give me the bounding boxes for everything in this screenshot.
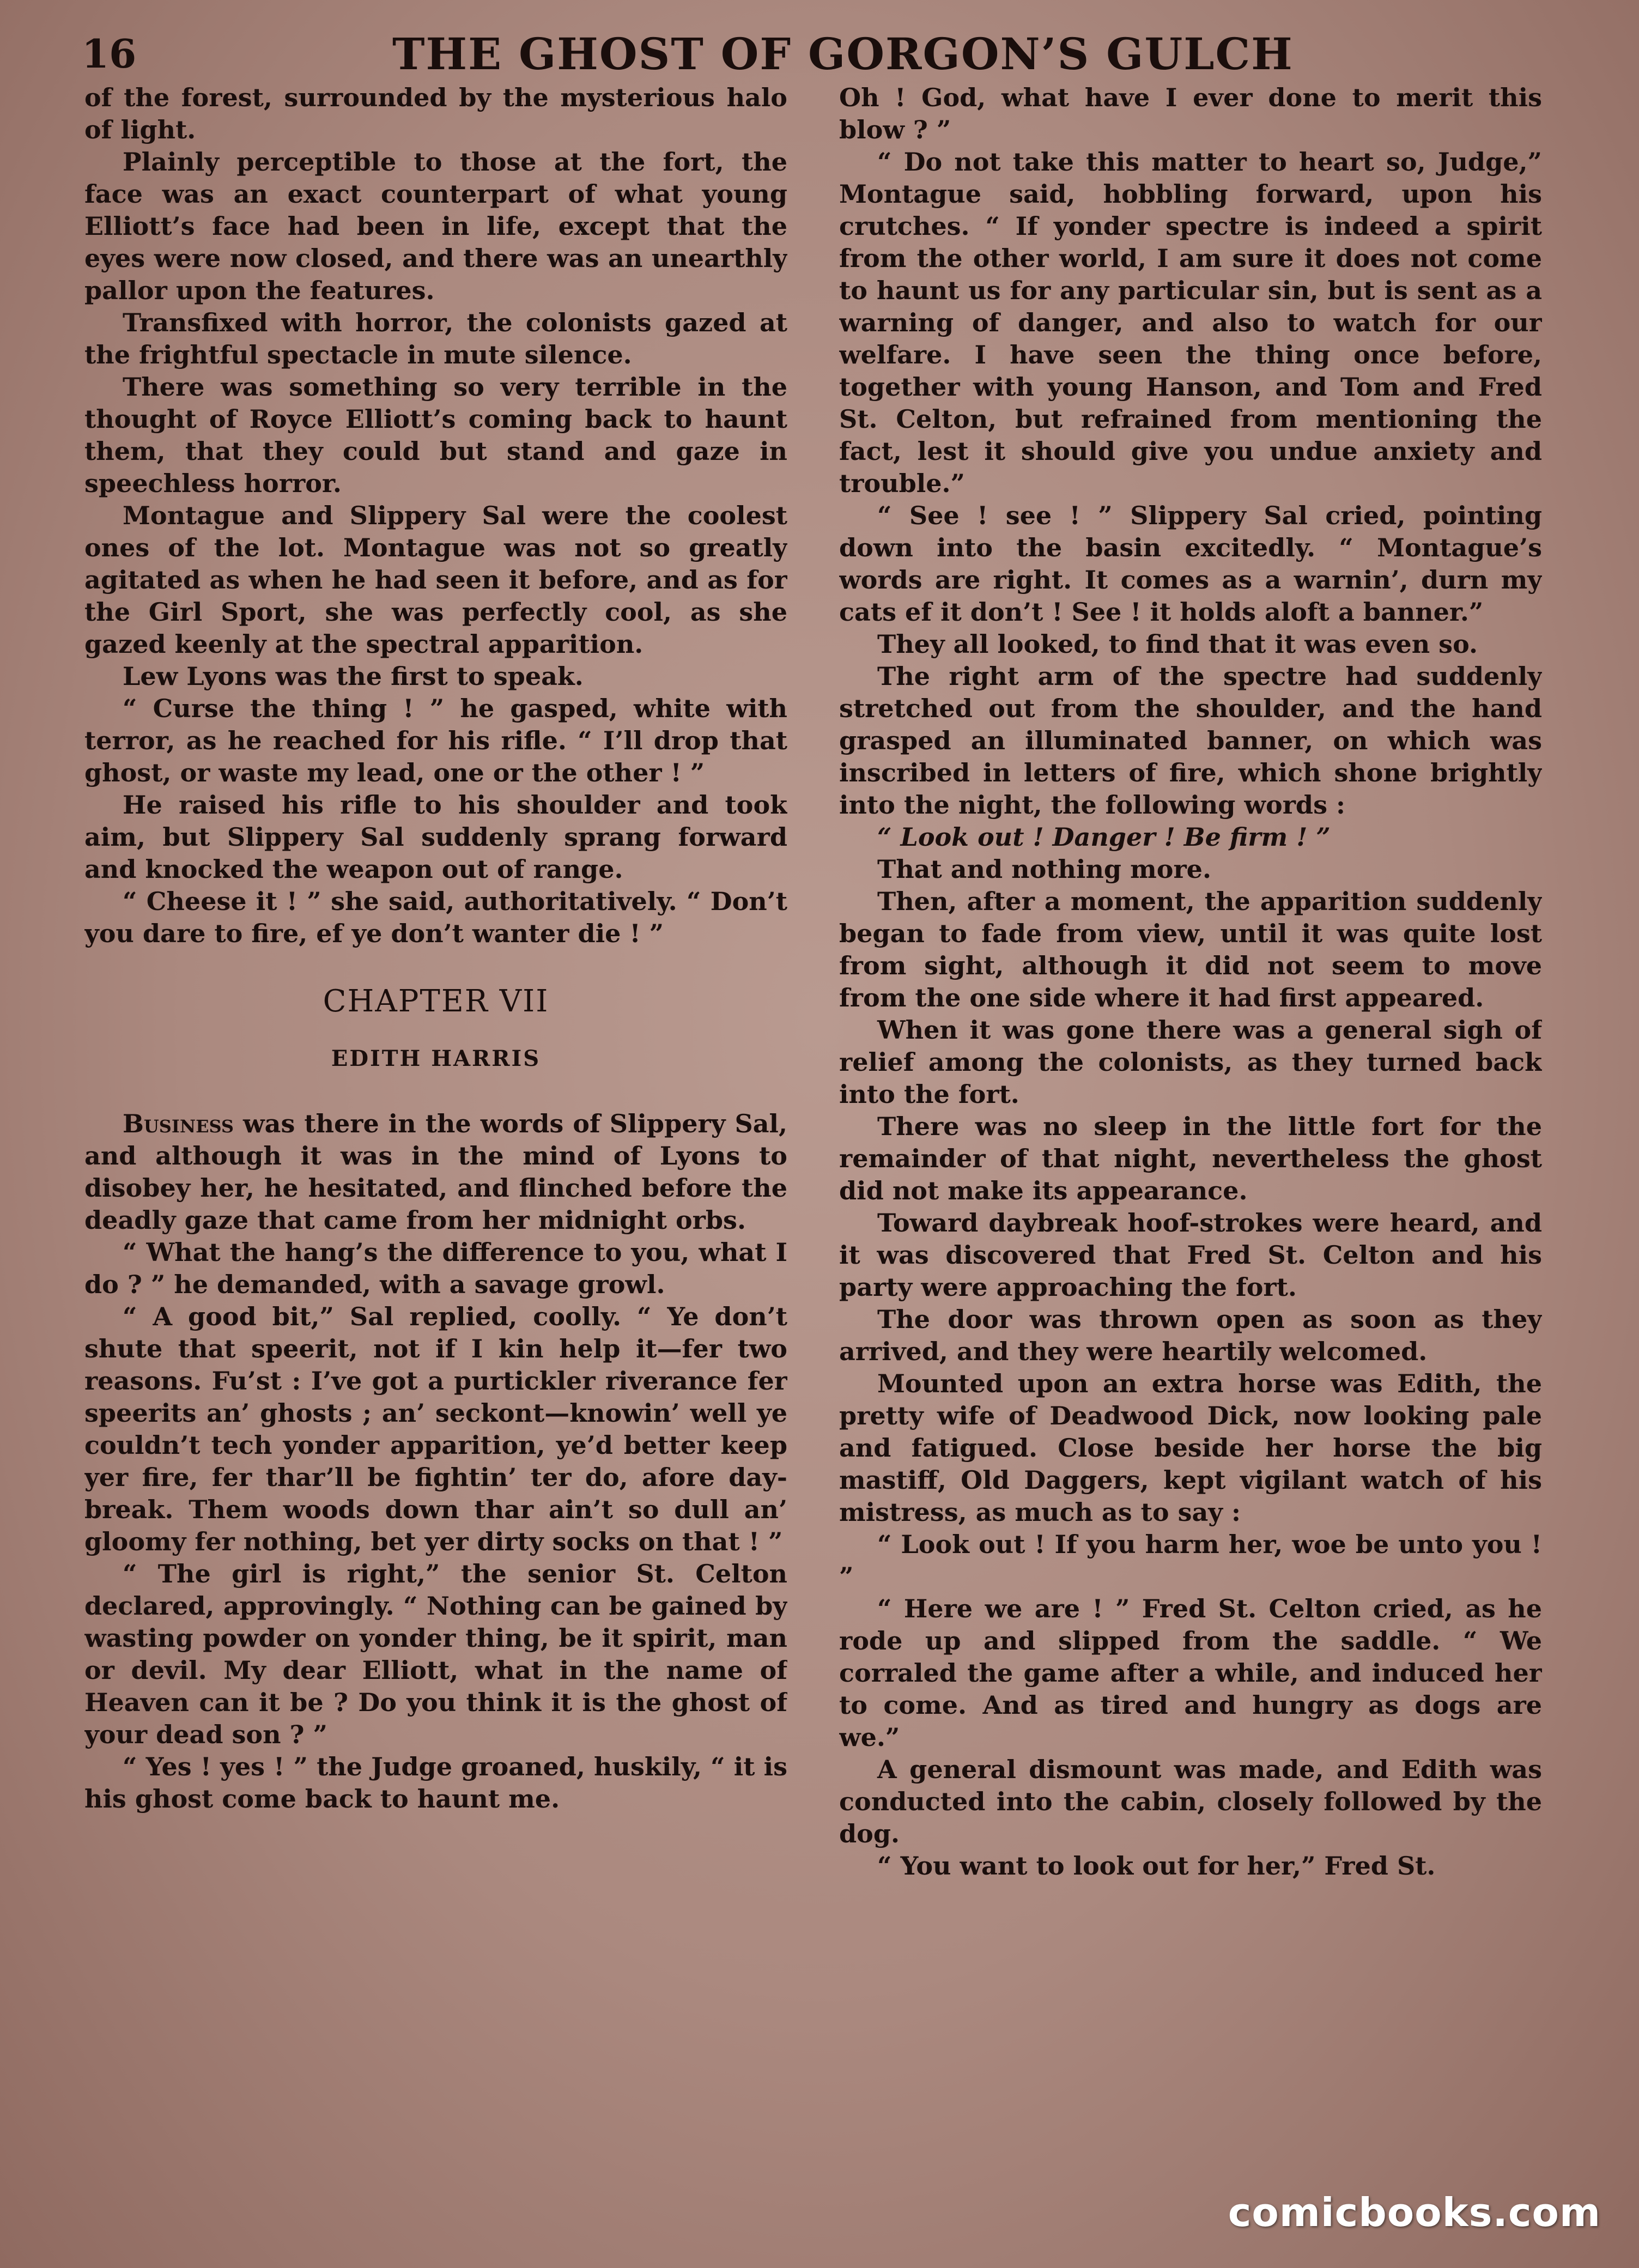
running-title: THE GHOST OF GORGON’S GULCH xyxy=(392,28,1294,80)
paragraph: Toward daybreak hoof-strokes were heard, and it was discovered that Fred St. Celton and his party were approaching the fort. xyxy=(839,1208,1542,1302)
left-column xyxy=(84,82,787,2163)
paragraph: Montague and Slippery Sal were the coolest ones of the lot. Montague was not so greatly agitated as when he had seen it before, and as for the Girl Sport, she was perfectly cool, as she gazed keenly at the spectral apparition. xyxy=(84,501,787,659)
paragraph: Mounted upon an extra horse was Edith, the pretty wife of Deadwood Dick, now looking pale and fatigued. Close beside her horse the big mastiff, Old Daggers, kept vigilant watch of his mistress, as much as to say : xyxy=(839,1369,1542,1527)
paragraph: That and nothing more. xyxy=(877,854,1211,884)
paragraph: “ Cheese it ! ” she said, authoritatively. “ Don’t you dare to fire, ef ye don’t wanter die ! ” xyxy=(84,887,787,948)
paragraph: There was something so very terrible in the thought of Royce Elliott’s coming back to haunt them, that they could but stand and gaze in speechless horror. xyxy=(84,372,787,498)
page-number: 16 xyxy=(82,31,137,77)
paragraph: Oh ! God, what have I ever done to merit this blow ? ” xyxy=(839,83,1542,144)
opening-text: was there in the words of Slippery Sal, and although it was in the mind of Lyons to disobey her, he hesitated, and flinched before the deadly gaze that came from her midnight orbs. xyxy=(84,1109,787,1235)
paragraph: Transfixed with horror, the colonists gazed at the frightful spectacle in mute silence. xyxy=(84,308,787,369)
paragraph: A general dismount was made, and Edith was conducted into the cabin, closely followed by the dog. xyxy=(839,1755,1542,1848)
page-header xyxy=(82,24,1553,84)
paragraph: Plainly perceptible to those at the fort, the face was an exact counterpart of what young Elliott’s face had been in life, except that the eyes were now closed, and there was an unearthly pallor upon the features. xyxy=(84,147,787,305)
paragraph: “ See ! see ! ” Slippery Sal cried, pointing down into the basin excitedly. “ Montague’s words are right. It comes as a warnin’, durn my cats ef it don’t ! See ! it holds aloft a banner.” xyxy=(839,501,1542,627)
paragraph: “ Look out ! If you harm her, woe be unto you ! ” xyxy=(839,1530,1542,1591)
paragraph: The right arm of the spectre had suddenly stretched out from the shoulder, and the hand grasped an illuminated banner, on which was inscribed in letters of fire, which shone brightly into the night, the following words : xyxy=(839,662,1542,820)
right-column xyxy=(839,82,1542,2163)
chapter-heading: CHAPTER VII xyxy=(323,984,549,1019)
paragraph: The door was thrown open as soon as they arrived, and they were heartily welcomed. xyxy=(839,1305,1542,1366)
paragraph: “ Do not take this matter to heart so, Judge,” Montague said, hobbling forward, upon his crutches. “ If yonder spectre is indeed a spirit from the other world, I am sure it does not come to haunt us for any particular sin, but is sent as a warning of danger, and also to watch for our welfare. I have seen the thing once before, together with young Hanson, and Tom and Fred St. Celton, but refrained from mentioning the fact, lest it should give you undue anxiety and trouble.” xyxy=(839,147,1542,498)
paragraph: “ A good bit,” Sal replied, coolly. “ Ye don’t shute that speerit, not if I kin help it—fer two reasons. Fu’st : I’ve got a purtickler riverance fer speerits an’ ghosts ; an’ seckont—knowin’ well ye couldn’t tech yonder apparition, ye’d better keep yer fire, fer thar’ll be fightin’ ter do, afore day-break. Them woods down thar ain’t so dull an’ gloomy fer nothing, bet yer dirty socks on that ! ” xyxy=(84,1302,787,1556)
paragraph: When it was gone there was a general sigh of relief among the colonists, as they turned back into the fort. xyxy=(839,1015,1542,1109)
paragraph: They all looked, to find that it was even so. xyxy=(877,629,1478,659)
paragraph: “ You want to look out for her,” Fred St. xyxy=(877,1851,1436,1881)
source-watermark: comicbooks.com xyxy=(1228,2190,1601,2235)
paragraph: He raised his rifle to his shoulder and took aim, but Slippery Sal suddenly sprang forward and knocked the weapon out of range. xyxy=(84,790,787,884)
paragraph: “ The girl is right,” the senior St. Celton declared, approvingly. “ Nothing can be gained by wasting powder on yonder thing, be it spirit, man or devil. My dear Elliott, what in the name of Heaven can it be ? Do you think it is the ghost of your dead son ? ” xyxy=(84,1559,787,1749)
paragraph: Lew Lyons was the first to speak. xyxy=(123,662,584,691)
paragraph: of the forest, surrounded by the mysterious halo of light. xyxy=(84,83,787,144)
paragraph: “ Curse the thing ! ” he gasped, white with terror, as he reached for his rifle. “ I’ll drop that ghost, or waste my lead, one or the other ! ” xyxy=(84,694,787,787)
paragraph: “ What the hang’s the difference to you, what I do ? ” he demanded, with a savage growl. xyxy=(84,1238,787,1299)
paragraph: “ Here we are ! ” Fred St. Celton cried, as he rode up and slipped from the saddle. “ We corraled the game after a while, and induced her to come. And as tired and hungry as dogs are we.” xyxy=(839,1594,1542,1752)
drop-word: Business xyxy=(123,1109,234,1138)
paragraph: “ Yes ! yes ! ” the Judge groaned, huskily, “ it is his ghost come back to haunt me. xyxy=(84,1752,787,1814)
paragraph: There was no sleep in the little fort for the remainder of that night, nevertheless the ghost did not make its appearance. xyxy=(839,1112,1542,1205)
chapter-title: EDITH HARRIS xyxy=(331,1046,541,1071)
paragraph: Then, after a moment, the apparition suddenly began to fade from view, until it was quite lost from sight, although it did not seem to move from the one side where it had first appeared. xyxy=(839,887,1542,1012)
chapter-opening-paragraph xyxy=(84,1108,787,1236)
banner-words: “ Look out ! Danger ! Be firm ! ” xyxy=(877,822,1331,852)
